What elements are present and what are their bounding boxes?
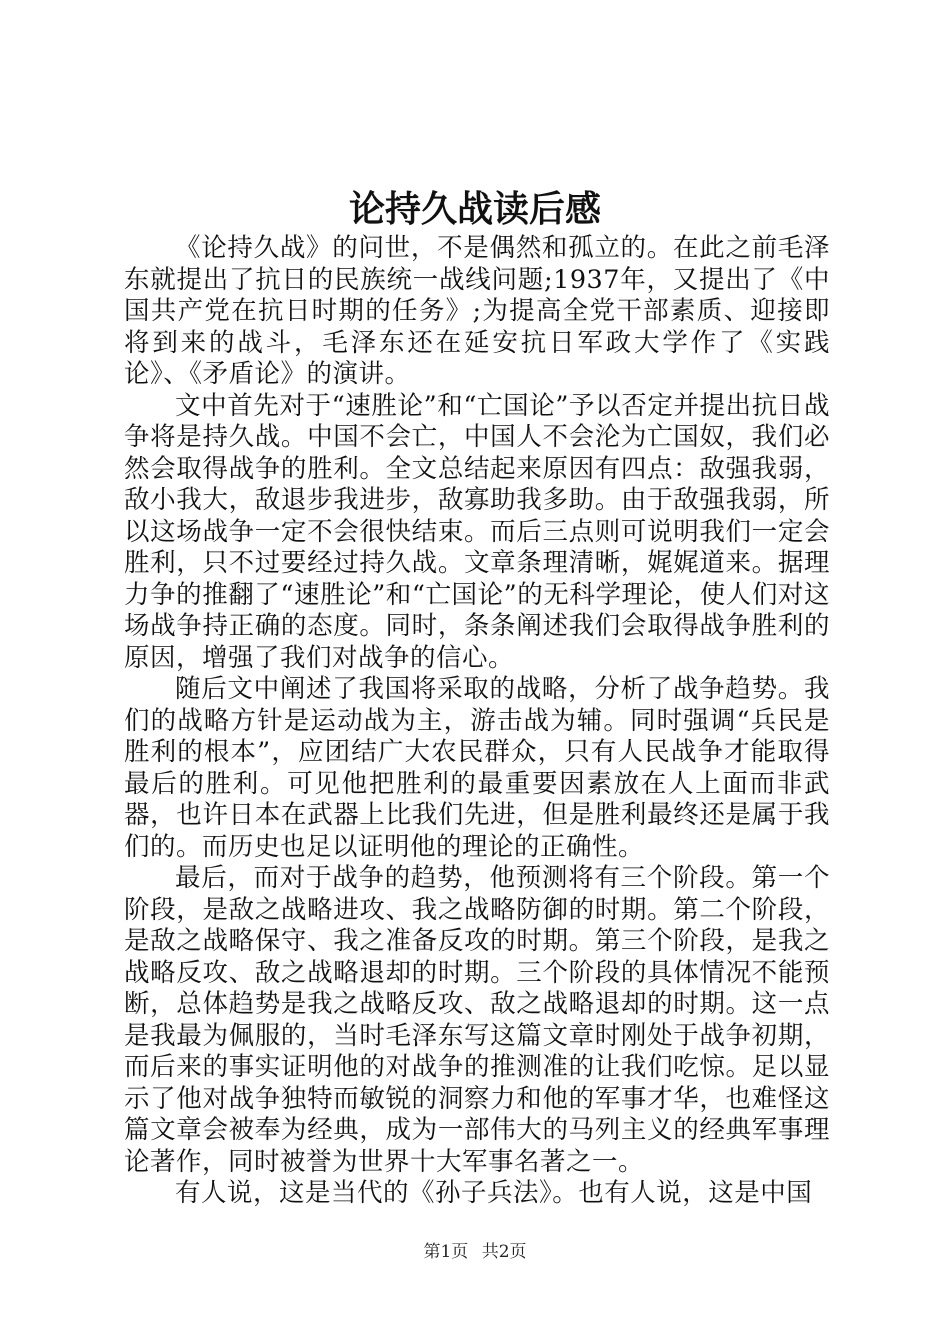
page-number-total: 共2页	[481, 1242, 527, 1262]
paragraph-1: 《论持久战》的问世，不是偶然和孤立的。在此之前毛泽东就提出了抗日的民族统一战线问题;1937年，又提出了《中国共产党在抗日时期的任务》;为提高全党干部素质、迎接即将到来的战斗，毛泽东还在延安抗日军政大学作了《实践论》、《矛盾论》的演讲。	[124, 233, 830, 389]
page-number-current: 第1页	[423, 1242, 469, 1262]
paragraph-3: 随后文中阐述了我国将采取的战略，分析了战争趋势。我们的战略方针是运动战为主，游击战为辅。同时强调“兵民是胜利的根本”，应团结广大农民群众，只有人民战争才能取得最后的胜利。可见他把胜利的最重要因素放在人上面而非武器，也许日本在武器上比我们先进，但是胜利最终还是属于我们的。而历史也足以证明他的理论的正确性。	[124, 674, 830, 862]
page-footer	[0, 1240, 950, 1264]
document-body	[124, 233, 830, 1210]
document-title: 论持久战读后感	[348, 188, 601, 230]
paragraph-5: 有人说，这是当代的《孙子兵法》。也有人说，这是中国	[175, 1178, 813, 1208]
paragraph-2: 文中首先对于“速胜论”和“亡国论”予以否定并提出抗日战争将是持久战。中国不会亡，中国人不会沦为亡国奴，我们必然会取得战争的胜利。全文总结起来原因有四点：敌强我弱，敌小我大，敌退步我进步，敌寡助我多助。由于敌强我弱，所以这场战争一定不会很快结束。而后三点则可说明我们一定会胜利，只不过要经过持久战。文章条理清晰，娓娓道来。据理力争的推翻了“速胜论”和“亡国论”的无科学理论，使人们对这场战争持正确的态度。同时，条条阐述我们会取得战争胜利的原因，增强了我们对战争的信心。	[124, 390, 830, 673]
paragraph-4: 最后，而对于战争的趋势，他预测将有三个阶段。第一个阶段，是敌之战略进攻、我之战略防御的时期。第二个阶段，是敌之战略保守、我之准备反攻的时期。第三个阶段，是我之战略反攻、敌之战略退却的时期。三个阶段的具体情况不能预断，总体趋势是我之战略反攻、敌之战略退却的时期。这一点是我最为佩服的，当时毛泽东写这篇文章时刚处于战争初期，而后来的事实证明他的对战争的推测准的让我们吃惊。足以显示了他对战争独特而敏锐的洞察力和他的军事才华，也难怪这篇文章会被奉为经典，成为一部伟大的马列主义的经典军事理论著作，同时被誉为世界十大军事名著之一。	[124, 863, 830, 1177]
